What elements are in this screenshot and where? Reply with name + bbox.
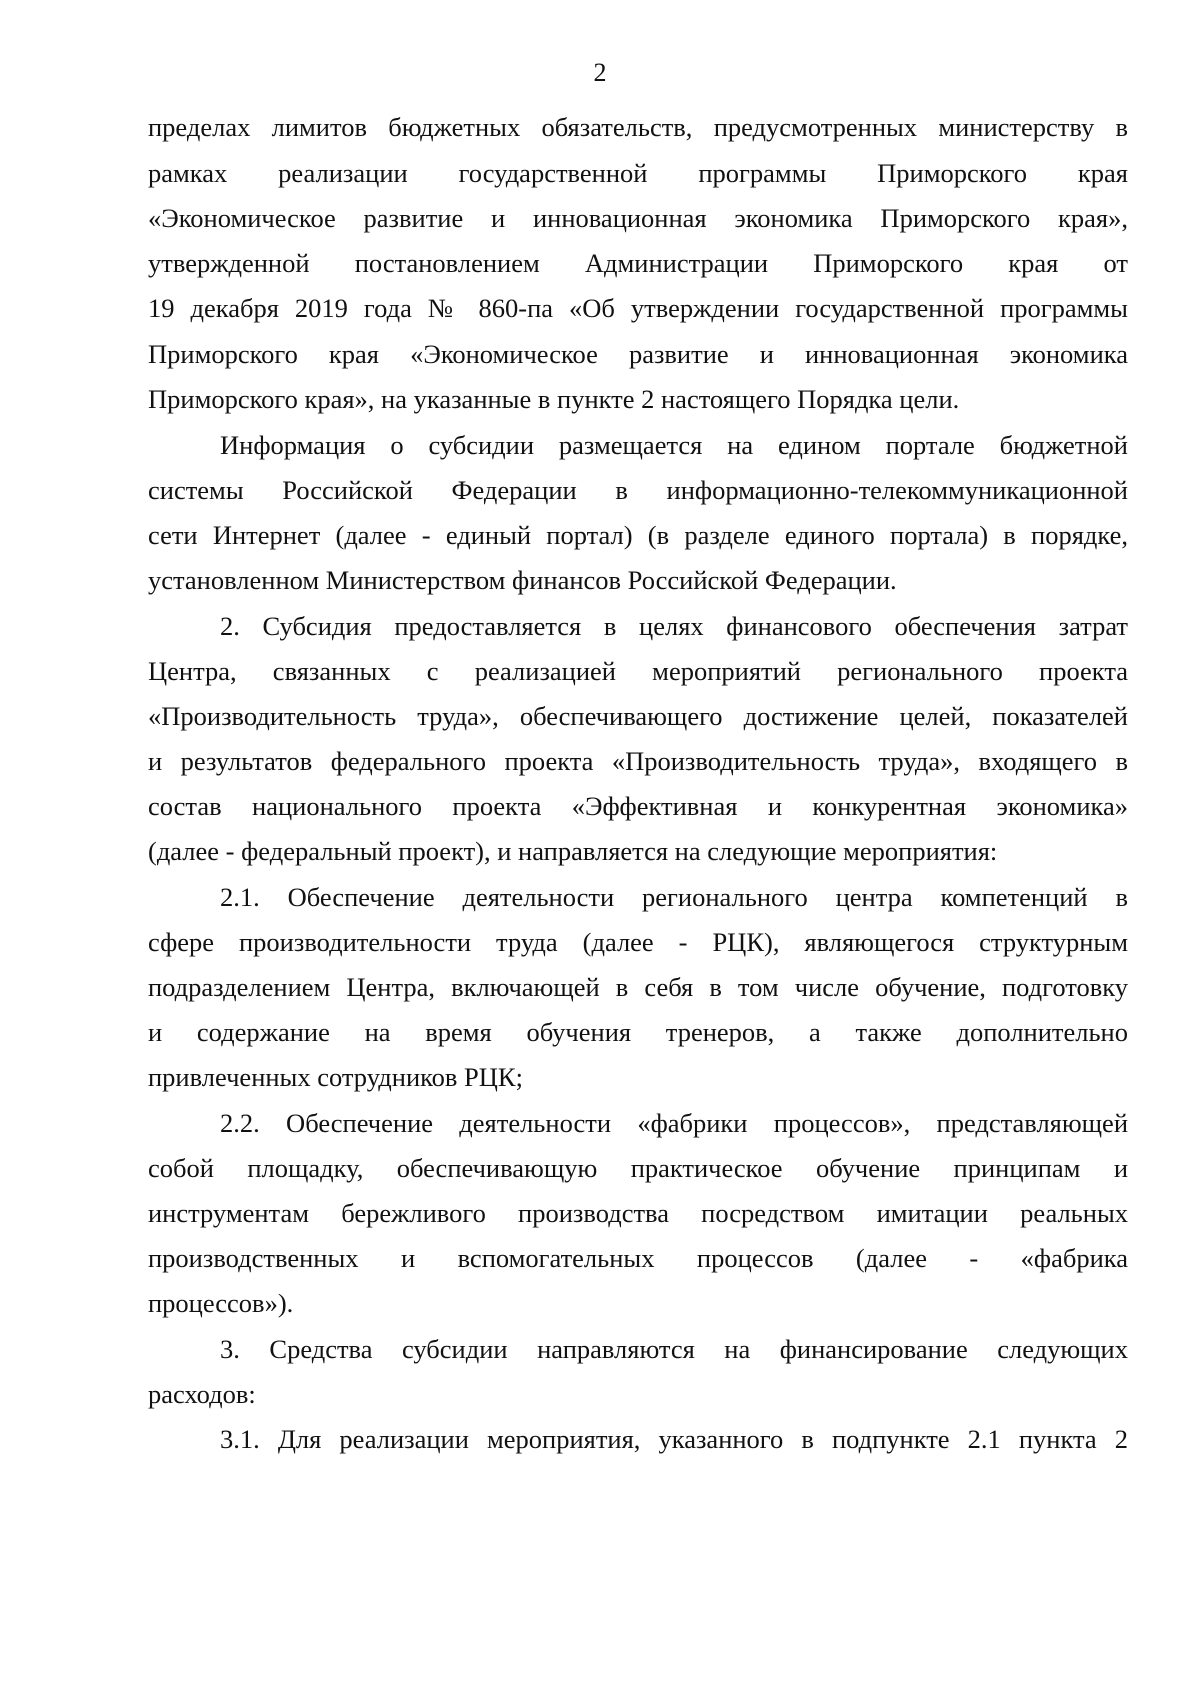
text-line: подразделением Центра, включающей в себя в том числе обучение, подготовку (148, 972, 1128, 1002)
text-line: 19 декабря 2019 года № 860-па «Об утверждении государственной программы (148, 293, 1128, 323)
text-line: Приморского края «Экономическое развитие и инновационная экономика (148, 339, 1128, 369)
text-line: расходов: (148, 1379, 256, 1409)
text-line: «Производительность труда», обеспечивающего достижение целей, показателей (148, 701, 1128, 731)
text-line: 2.1. Обеспечение деятельности регионального центра компетенций в (220, 882, 1128, 912)
text-line: рамках реализации государственной программы Приморского края (148, 158, 1128, 188)
text-line: и содержание на время обучения тренеров, а также дополнительно (148, 1017, 1128, 1047)
text-line: процессов»). (148, 1288, 294, 1318)
page-number: 2 (593, 58, 607, 87)
text-line: 2.2. Обеспечение деятельности «фабрики процессов», представляющей (220, 1108, 1128, 1138)
text-line: сфере производительности труда (далее - РЦК), являющегося структурным (148, 927, 1128, 957)
text-line: установленном Министерством финансов Российской Федерации. (148, 565, 897, 595)
text-line: сети Интернет (далее - единый портал) (в разделе единого портала) в порядке, (148, 520, 1128, 550)
text-line: 3. Средства субсидии направляются на финансирование следующих (220, 1334, 1128, 1364)
text-line: Приморского края», на указанные в пункте 2 настоящего Порядка цели. (148, 384, 960, 414)
text-line: «Экономическое развитие и инновационная экономика Приморского края», (148, 203, 1128, 233)
text-line: Информация о субсидии размещается на едином портале бюджетной (220, 430, 1128, 460)
text-line: производственных и вспомогательных процессов (далее - «фабрика (148, 1243, 1128, 1273)
text-line: 3.1. Для реализации мероприятия, указанного в подпункте 2.1 пункта 2 (220, 1424, 1128, 1454)
text-line: собой площадку, обеспечивающую практическое обучение принципам и (148, 1153, 1128, 1183)
text-line: Центра, связанных с реализацией мероприятий регионального проекта (148, 656, 1128, 686)
text-line: пределах лимитов бюджетных обязательств, предусмотренных министерству в (148, 112, 1128, 142)
text-line: системы Российской Федерации в информационно-телекоммуникационной (148, 475, 1128, 505)
text-line: (далее - федеральный проект), и направляется на следующие мероприятия: (148, 836, 998, 866)
text-line: утвержденной постановлением Администрации Приморского края от (148, 248, 1128, 278)
text-line: инструментам бережливого производства посредством имитации реальных (148, 1198, 1128, 1228)
text-line: и результатов федерального проекта «Производительность труда», входящего в (148, 746, 1128, 776)
text-line: 2. Субсидия предоставляется в целях финансового обеспечения затрат (220, 611, 1128, 641)
text-line: привлеченных сотрудников РЦК; (148, 1062, 523, 1092)
text-line: состав национального проекта «Эффективная и конкурентная экономика» (148, 791, 1128, 821)
